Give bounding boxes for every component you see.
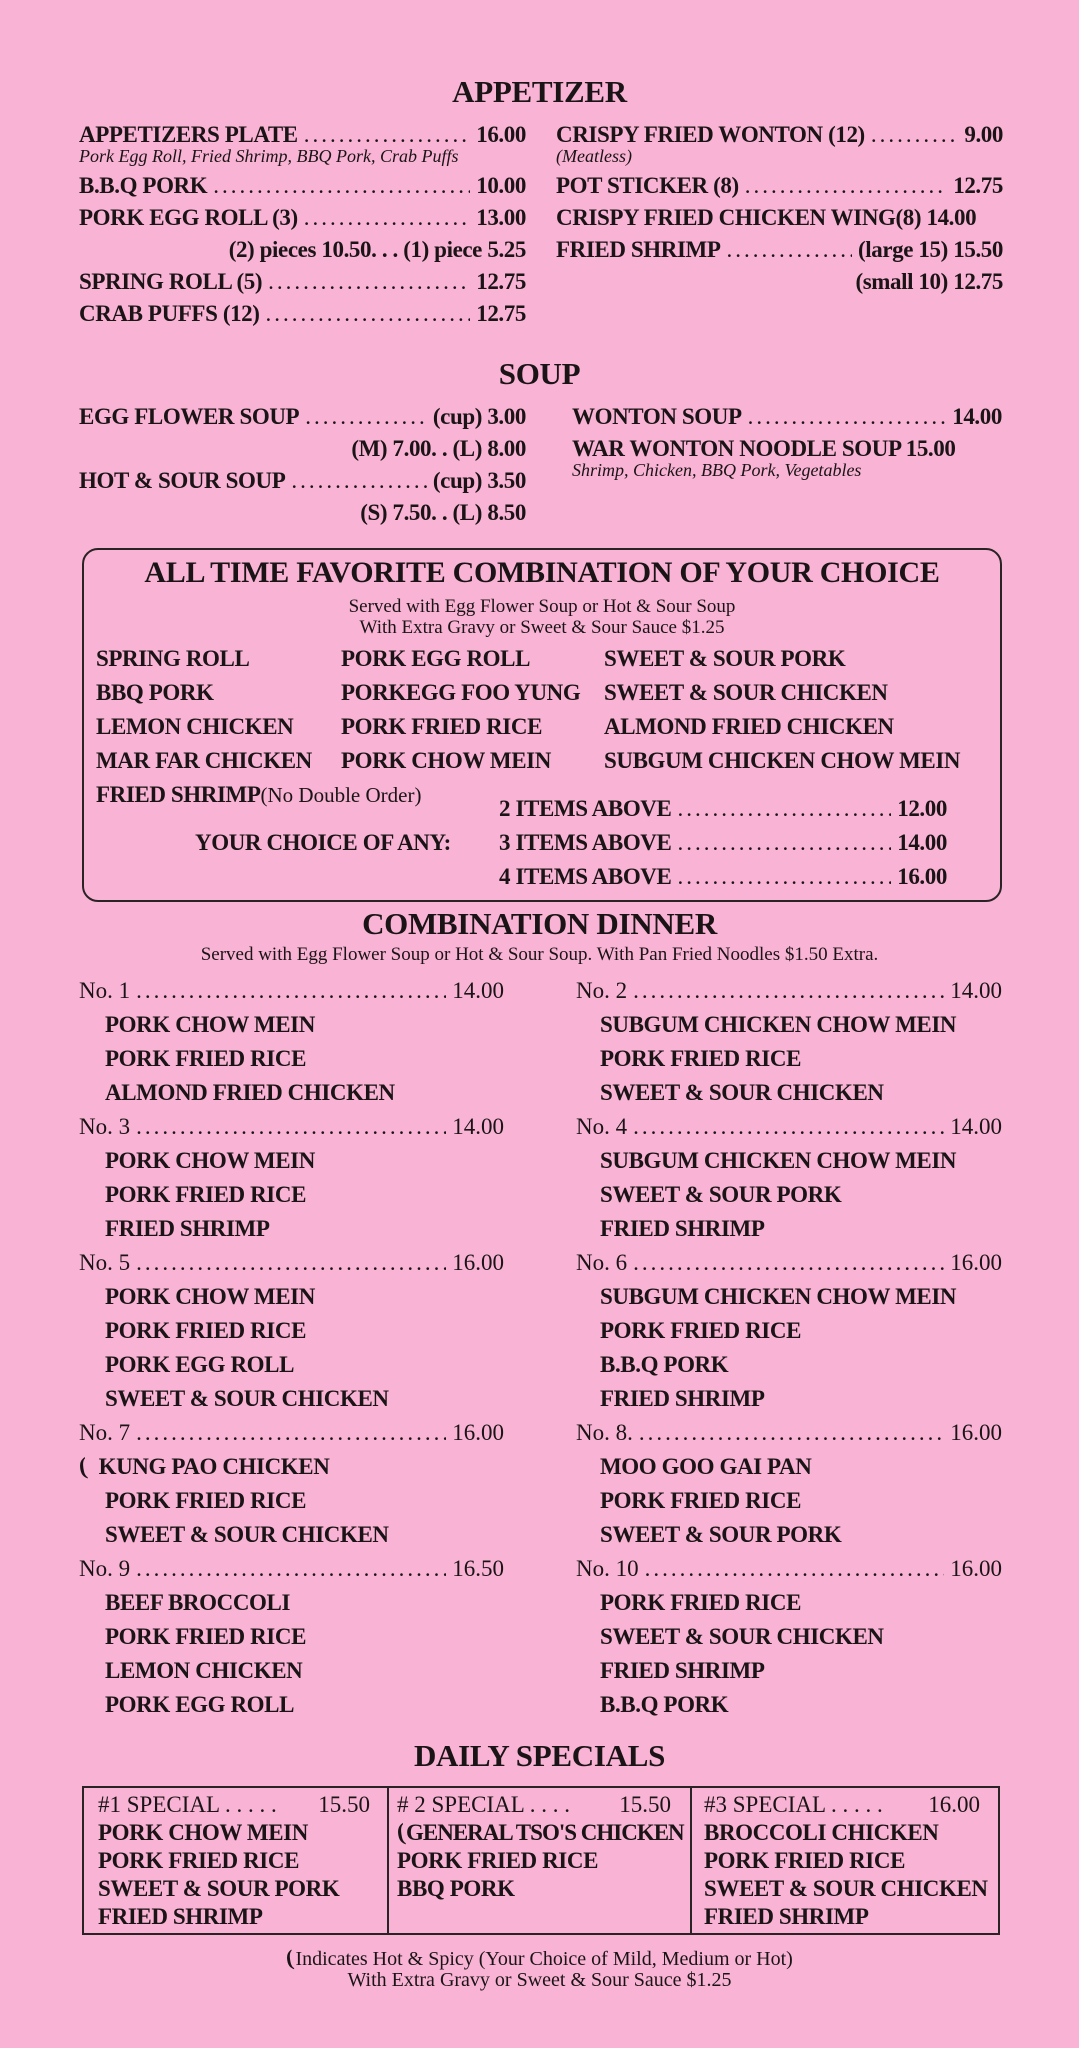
combo-item: BEEF BROCCOLI xyxy=(105,1590,291,1615)
list-item: BBQ PORK xyxy=(96,680,214,705)
menu-item: APPETIZERS PLATE ..... 16.00 xyxy=(79,122,526,148)
list-item: PORK EGG ROLL xyxy=(341,646,531,671)
combo-group xyxy=(79,978,504,1114)
list-item: SPRING ROLL xyxy=(96,646,250,671)
combo-header: No. 4 ..... 14.00 xyxy=(576,1114,1002,1148)
item-note: (Meatless) xyxy=(556,146,632,166)
combo-item: ( KUNG PAO CHICKEN xyxy=(77,1453,330,1481)
combo-item: SUBGUM CHICKEN CHOW MEIN xyxy=(600,1012,957,1037)
combo-item: LEMON CHICKEN xyxy=(105,1658,303,1683)
combo-item: SUBGUM CHICKEN CHOW MEIN xyxy=(600,1148,957,1173)
combo-item: SWEET & SOUR PORK xyxy=(600,1182,842,1207)
menu-item: WONTON SOUP ..... 14.00 xyxy=(572,404,1002,430)
special-item: BBQ PORK xyxy=(397,1876,515,1901)
combo-group xyxy=(79,1114,504,1250)
menu-item: CRISPY FRIED CHICKEN WING(8) 14.00 xyxy=(556,205,977,230)
hot-spicy-icon: ( xyxy=(395,1819,406,1847)
menu-item: HOT & SOUR SOUP ..... (cup) 3.50 xyxy=(79,468,526,494)
menu-item: POT STICKER (8) ..... 12.75 xyxy=(556,173,1003,199)
special-item: SWEET & SOUR CHICKEN xyxy=(704,1876,988,1901)
item-note: Pork Egg Roll, Fried Shrimp, BBQ Pork, Crab Puffs xyxy=(79,146,459,166)
specials-title: DAILY SPECIALS xyxy=(413,1738,666,1773)
combo-item: PORK CHOW MEIN xyxy=(105,1284,315,1309)
combo-item: PORK CHOW MEIN xyxy=(105,1012,315,1037)
special-item: PORK FRIED RICE xyxy=(397,1848,599,1873)
favorite-col-1 xyxy=(96,646,312,782)
combo-subtitle: Served with Egg Flower Soup or Hot & Sour Soup. With Pan Fried Noodles $1.50 Extra. xyxy=(200,944,879,965)
choice-option: 2 ITEMS ABOVE ..... 12.00 xyxy=(499,796,947,830)
combo-item: SWEET & SOUR CHICKEN xyxy=(105,1386,389,1411)
special-item: PORK CHOW MEIN xyxy=(98,1820,308,1845)
list-item: MAR FAR CHICKEN xyxy=(96,748,312,773)
menu-item: PORK EGG ROLL (3) ..... 13.00 xyxy=(79,205,526,231)
combo-group xyxy=(79,1556,504,1726)
item-sub-price: (M) 7.00. . (L) 8.00 xyxy=(351,436,526,461)
combo-group xyxy=(576,1250,1002,1420)
combo-header: No. 8. ..... 16.00 xyxy=(576,1420,1002,1454)
menu-item: CRAB PUFFS (12) ..... 12.75 xyxy=(79,301,526,327)
choice-options xyxy=(499,796,947,898)
combo-title: COMBINATION DINNER xyxy=(362,906,717,941)
list-item: ALMOND FRIED CHICKEN xyxy=(604,714,894,739)
combo-item: PORK FRIED RICE xyxy=(105,1046,307,1071)
item-name: FRIED SHRIMP xyxy=(96,782,261,807)
combo-item: PORK EGG ROLL xyxy=(105,1692,295,1717)
combo-header: No. 2 ..... 14.00 xyxy=(576,978,1002,1012)
list-item: LEMON CHICKEN xyxy=(96,714,294,739)
combo-item: PORK FRIED RICE xyxy=(600,1488,802,1513)
combo-item: SWEET & SOUR CHICKEN xyxy=(600,1080,884,1105)
footer-line-2: With Extra Gravy or Sweet & Sour Sauce $1.25 xyxy=(347,1969,732,1991)
special-header: #3 SPECIAL . . . . . 16.00 xyxy=(704,1792,980,1817)
menu-item: SPRING ROLL (5) ..... 12.75 xyxy=(79,269,526,295)
combo-right-column xyxy=(576,978,1002,1726)
special-header: #1 SPECIAL . . . . . 15.50 xyxy=(98,1792,370,1817)
item-sub-price: (small 10) 12.75 xyxy=(855,269,1003,294)
special-item: BROCCOLI CHICKEN xyxy=(704,1820,939,1845)
combo-item: MOO GOO GAI PAN xyxy=(600,1454,812,1479)
footer-line-1: (Indicates Hot & Spicy (Your Choice of Mild, Medium or Hot) xyxy=(284,1944,793,1971)
combo-item: FRIED SHRIMP xyxy=(600,1216,765,1241)
appetizer-left-column xyxy=(79,122,526,327)
combo-item: B.B.Q PORK xyxy=(600,1692,729,1717)
combo-group xyxy=(79,1420,504,1556)
item-note: (No Double Order) xyxy=(260,783,422,807)
combo-item: PORK FRIED RICE xyxy=(105,1624,307,1649)
special-item: PORK FRIED RICE xyxy=(704,1848,906,1873)
favorite-title: ALL TIME FAVORITE COMBINATION OF YOUR CHOICE xyxy=(144,556,940,589)
combo-item: PORK FRIED RICE xyxy=(105,1488,307,1513)
combo-item: ALMOND FRIED CHICKEN xyxy=(105,1080,395,1105)
special-box-1 xyxy=(82,1786,389,1935)
combo-group xyxy=(576,1420,1002,1556)
appetizer-title: APPETIZER xyxy=(452,74,627,109)
soup-title: SOUP xyxy=(498,356,581,391)
special-item: PORK FRIED RICE xyxy=(98,1848,300,1873)
choice-option: 4 ITEMS ABOVE ..... 16.00 xyxy=(499,864,947,898)
combo-item: B.B.Q PORK xyxy=(600,1352,729,1377)
special-item: FRIED SHRIMP xyxy=(98,1904,263,1929)
special-box-2 xyxy=(387,1786,692,1935)
combo-left-column xyxy=(79,978,504,1726)
favorite-col-3 xyxy=(604,646,960,782)
combo-header: No. 7 ..... 16.00 xyxy=(79,1420,504,1454)
special-item: (GENERAL TSO'S CHICKEN xyxy=(395,1819,684,1847)
combo-group xyxy=(576,978,1002,1114)
item-note: Shrimp, Chicken, BBQ Pork, Vegetables xyxy=(572,460,862,480)
combo-item: SUBGUM CHICKEN CHOW MEIN xyxy=(600,1284,957,1309)
combo-item: PORK FRIED RICE xyxy=(600,1590,802,1615)
combo-item: PORK FRIED RICE xyxy=(105,1182,307,1207)
list-item: PORKEGG FOO YUNG xyxy=(341,680,581,705)
combo-item: FRIED SHRIMP xyxy=(600,1658,765,1683)
soup-left-column xyxy=(79,404,526,526)
special-item: SWEET & SOUR PORK xyxy=(98,1876,340,1901)
special-box-3 xyxy=(690,1786,1000,1935)
special-header: # 2 SPECIAL . . . . 15.50 xyxy=(397,1792,671,1817)
special-item: FRIED SHRIMP xyxy=(704,1904,869,1929)
favorite-fried-shrimp xyxy=(96,782,421,808)
appetizer-right-column xyxy=(556,122,1003,295)
hot-spicy-icon: ( xyxy=(77,1453,89,1481)
combo-group xyxy=(576,1114,1002,1250)
menu-item: FRIED SHRIMP ..... (large 15) 15.50 xyxy=(556,237,1003,263)
combo-item: PORK EGG ROLL xyxy=(105,1352,295,1377)
choice-option: 3 ITEMS ABOVE ..... 14.00 xyxy=(499,830,947,864)
combo-group xyxy=(576,1556,1002,1726)
item-sub-price: (2) pieces 10.50. . . (1) piece 5.25 xyxy=(228,237,526,262)
combo-group xyxy=(79,1250,504,1420)
combo-item: SWEET & SOUR PORK xyxy=(600,1522,842,1547)
combo-item: PORK FRIED RICE xyxy=(600,1318,802,1343)
list-item: SUBGUM CHICKEN CHOW MEIN xyxy=(604,748,961,773)
list-item: PORK FRIED RICE xyxy=(341,714,543,739)
menu-item: EGG FLOWER SOUP ..... (cup) 3.00 xyxy=(79,404,526,430)
item-sub-price: (S) 7.50. . (L) 8.50 xyxy=(360,500,526,525)
combo-header: No. 10 ..... 16.00 xyxy=(576,1556,1002,1590)
choice-label: YOUR CHOICE OF ANY: xyxy=(195,830,451,855)
list-item: PORK CHOW MEIN xyxy=(341,748,551,773)
list-item: SWEET & SOUR CHICKEN xyxy=(604,680,888,705)
combo-item: PORK FRIED RICE xyxy=(105,1318,307,1343)
combo-header: No. 1 ..... 14.00 xyxy=(79,978,504,1012)
combo-item: SWEET & SOUR CHICKEN xyxy=(600,1624,884,1649)
combo-header: No. 5 ..... 16.00 xyxy=(79,1250,504,1284)
list-item: SWEET & SOUR PORK xyxy=(604,646,846,671)
combo-item: FRIED SHRIMP xyxy=(105,1216,270,1241)
menu-item: WAR WONTON NOODLE SOUP 15.00 xyxy=(572,436,956,461)
menu-item: B.B.Q PORK ..... 10.00 xyxy=(79,173,526,199)
combo-item: PORK FRIED RICE xyxy=(600,1046,802,1071)
menu-item: CRISPY FRIED WONTON (12) ..... 9.00 xyxy=(556,122,1003,148)
favorite-line-2: With Extra Gravy or Sweet & Sour Sauce $1.25 xyxy=(359,617,725,638)
combo-header: No. 3 ..... 14.00 xyxy=(79,1114,504,1148)
hot-spicy-icon: ( xyxy=(284,1944,296,1971)
combo-header: No. 6 ..... 16.00 xyxy=(576,1250,1002,1284)
combo-header: No. 9 ..... 16.50 xyxy=(79,1556,504,1590)
combo-item: PORK CHOW MEIN xyxy=(105,1148,315,1173)
combo-item: FRIED SHRIMP xyxy=(600,1386,765,1411)
favorite-col-2 xyxy=(341,646,580,782)
soup-right-column xyxy=(572,404,1002,481)
favorite-line-1: Served with Egg Flower Soup or Hot & Sour Soup xyxy=(348,596,736,617)
combo-item: SWEET & SOUR CHICKEN xyxy=(105,1522,389,1547)
